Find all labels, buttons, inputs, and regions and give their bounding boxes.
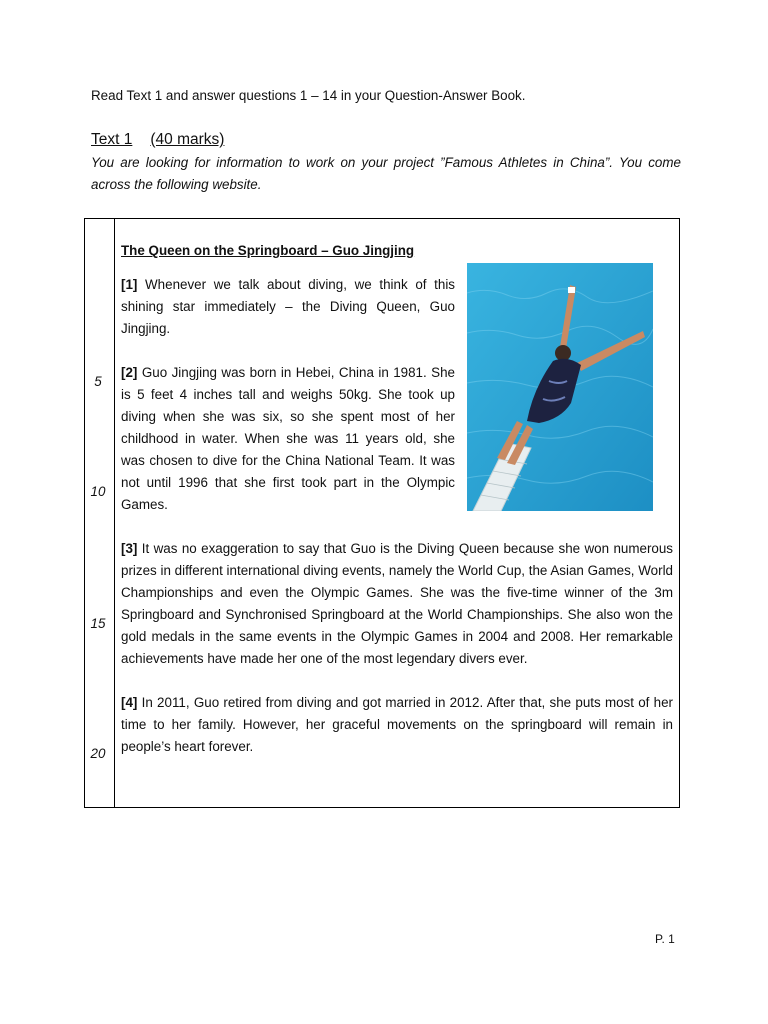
diver-illustration bbox=[467, 263, 653, 511]
diver-photo bbox=[467, 263, 653, 511]
page-number: P. 1 bbox=[655, 932, 675, 946]
line-number-15: 15 bbox=[90, 616, 106, 631]
paragraph-text: In 2011, Guo retired from diving and got married in 2012. After that, she puts most of her time to her family. However, her graceful movements on the springboard will remain in people’s heart forever. bbox=[121, 695, 673, 754]
line-number-divider bbox=[114, 219, 115, 807]
paragraph-1 bbox=[121, 274, 455, 340]
paragraph-text: Whenever we talk about diving, we think of this shining star immediately – the Diving Queen, Guo Jingjing. bbox=[121, 277, 455, 336]
paragraph-2 bbox=[121, 362, 455, 516]
text-title bbox=[91, 131, 224, 149]
intro-text: You are looking for information to work on your project ”Famous Athletes in China”. You come across the following website. bbox=[91, 155, 681, 192]
paragraph-text: Guo Jingjing was born in Hebei, China in 1981. She is 5 feet 4 inches tall and weighs 50kg. She took up diving when she was six, so she spent most of her childhood in water. When she was 11 years old, she was chosen to dive for the China National Team. It was not until 1996 that she first took part in the Olympic Games. bbox=[121, 365, 455, 512]
line-number-10: 10 bbox=[90, 484, 106, 499]
paragraph-number: [2] bbox=[121, 365, 138, 380]
line-number-5: 5 bbox=[94, 374, 102, 389]
instruction-text: Read Text 1 and answer questions 1 – 14 in your Question-Answer Book. bbox=[91, 88, 526, 103]
paragraph-number: [4] bbox=[121, 695, 138, 710]
line-number-20: 20 bbox=[90, 746, 106, 761]
paragraph-4 bbox=[121, 692, 673, 758]
text-marks: (40 marks) bbox=[150, 131, 225, 148]
text-label: Text 1 bbox=[91, 131, 133, 148]
paragraph-text: It was no exaggeration to say that Guo is the Diving Queen because she won numerous prizes in different international diving events, namely the World Cup, the Asian Games, World Championships and even the Olympic Games. She was the five-time winner of the 3m Springboard and Synchronised Springboard at the World Championships. She also won the gold medals in the same events in the Olympic Games in 2004 and 2008. Her remarkable achievements have made her one of the most legendary divers ever. bbox=[121, 541, 673, 666]
article-title: The Queen on the Springboard – Guo Jingjing bbox=[121, 243, 415, 258]
paragraph-3 bbox=[121, 538, 673, 670]
paragraph-number: [3] bbox=[121, 541, 138, 556]
paragraph-number: [1] bbox=[121, 277, 138, 292]
